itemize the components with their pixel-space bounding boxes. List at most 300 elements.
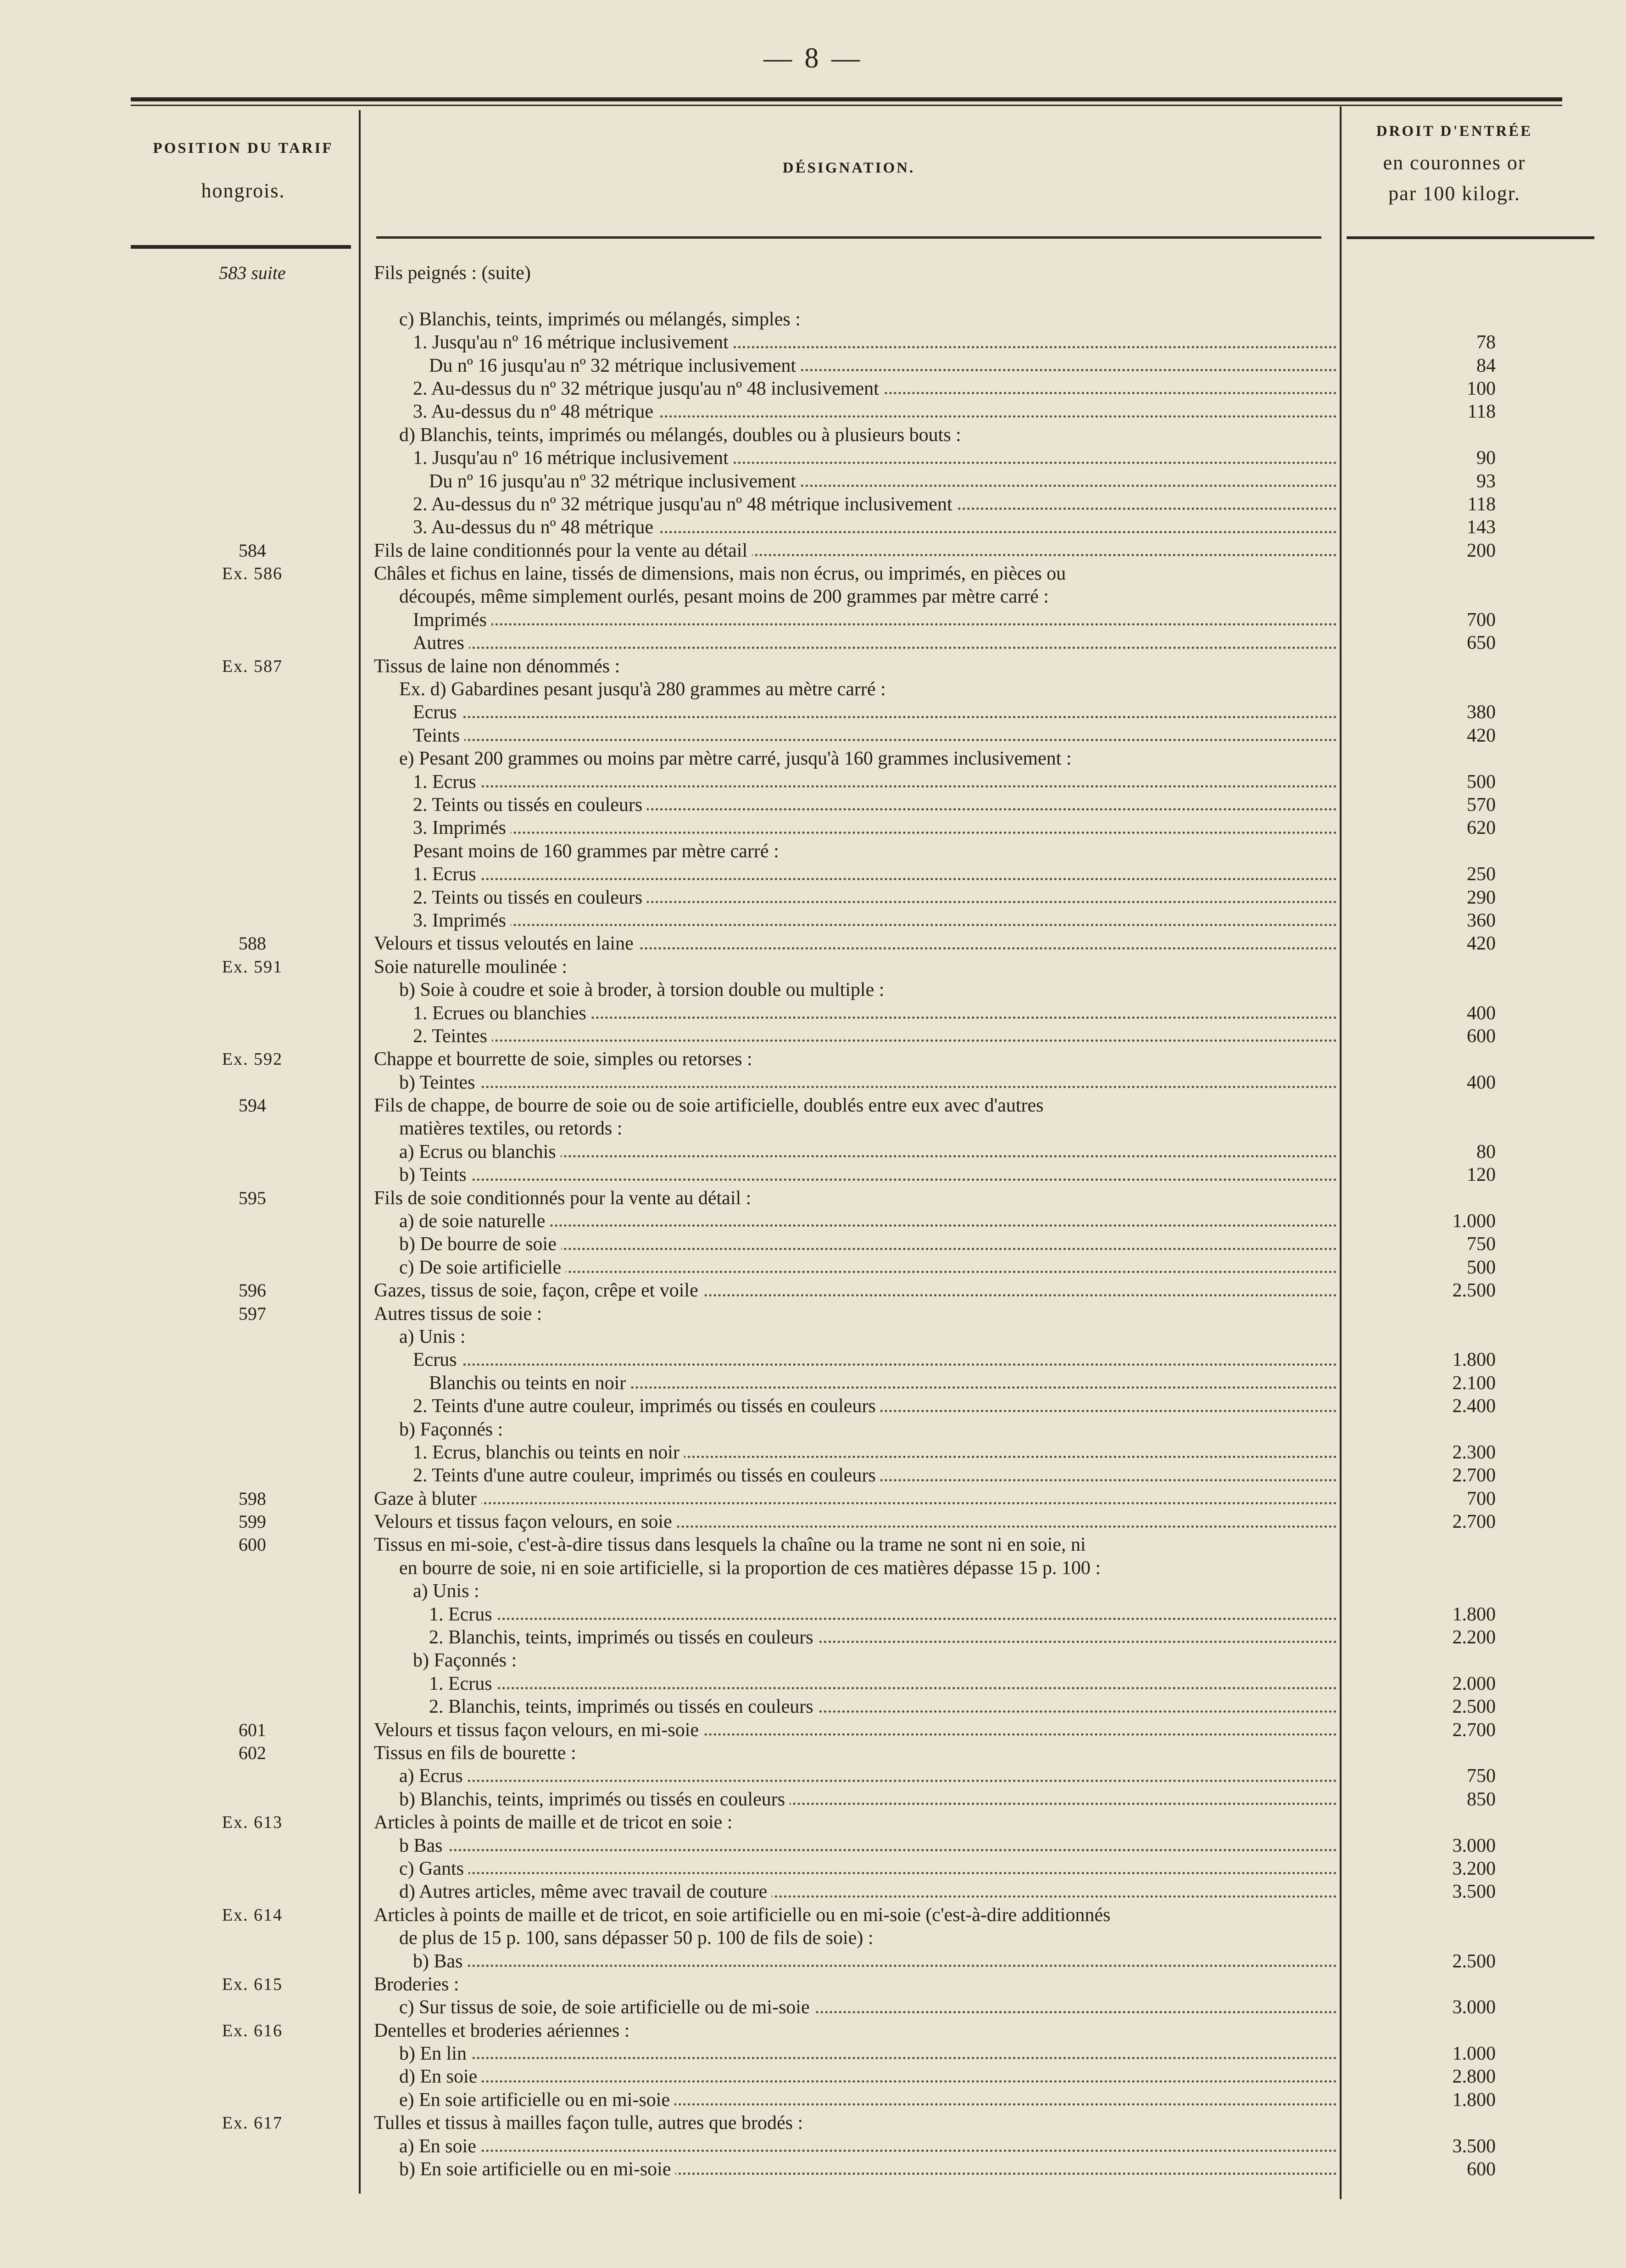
- designation-cell: [413, 840, 1337, 863]
- dot-leader: [413, 924, 1337, 926]
- designation-cell: [399, 978, 1337, 1001]
- designation-cell: [399, 1788, 1337, 1811]
- designation-cell: [429, 354, 1337, 377]
- page-number: — 8 —: [763, 43, 863, 74]
- designation-cell: [429, 1626, 1337, 1649]
- duty-rate: 360: [1467, 910, 1496, 931]
- designation-text: c) Gants: [399, 1858, 468, 1879]
- designation-cell: [413, 377, 1337, 400]
- duty-rate: 650: [1467, 632, 1496, 654]
- duty-rate: 143: [1467, 517, 1496, 538]
- table-row: [0, 1580, 1626, 1603]
- designation-text: a) Unis :: [399, 1326, 470, 1347]
- duty-rate: 2.000: [1452, 1673, 1496, 1694]
- designation-cell: [399, 1325, 1337, 1348]
- designation-text: e) En soie artificielle ou en mi-soie: [399, 2089, 674, 2111]
- designation-text: e) Pesant 200 grammes ou moins par mètre carré, jusqu'à 160 grammes inclusivement :: [399, 748, 1076, 769]
- table-row: [0, 1649, 1626, 1672]
- designation-cell: [399, 308, 1337, 331]
- designation-cell: [399, 1256, 1337, 1279]
- duty-rate: 3.500: [1452, 1881, 1496, 1903]
- designation-text: 2. Teints d'une autre couleur, imprimés ou tissés en couleurs: [413, 1465, 880, 1486]
- designation-text: Autres tissus de soie :: [374, 1303, 546, 1324]
- tariff-position: 599: [239, 1511, 266, 1532]
- table-row: [0, 1348, 1626, 1371]
- designation-text: 2. Teints ou tissés en couleurs: [413, 887, 647, 908]
- tariff-table: [0, 262, 1626, 2181]
- table-row: [0, 1510, 1626, 1533]
- duty-rate: 1.800: [1452, 2089, 1496, 2111]
- dot-leader: [413, 716, 1337, 718]
- designation-cell: [374, 1302, 1337, 1325]
- duty-rate: 93: [1476, 470, 1496, 492]
- dot-leader: [413, 739, 1337, 741]
- designation-cell: [374, 1973, 1337, 1996]
- designation-text: 1. Jusqu'au nº 16 métrique inclusivement: [413, 332, 733, 353]
- duty-rate: 2.800: [1452, 2066, 1496, 2088]
- table-row: [0, 678, 1626, 701]
- dot-leader: [413, 1039, 1337, 1042]
- designation-text: Du nº 16 jusqu'au nº 32 métrique inclusivement: [429, 355, 801, 376]
- designation-cell: [374, 1719, 1337, 1742]
- designation-cell: [413, 1025, 1337, 1048]
- designation-text: Velours et tissus façon velours, en soie: [374, 1511, 677, 1532]
- designation-cell: [399, 1233, 1337, 1256]
- designation-text: d) Blanchis, teints, imprimés ou mélangés, doubles ou à plusieurs bouts :: [399, 425, 966, 446]
- table-row: [0, 1557, 1626, 1580]
- designation-cell: [374, 655, 1337, 678]
- table-row: [0, 1418, 1626, 1441]
- table-row: [0, 978, 1626, 1001]
- designation-cell: [413, 493, 1337, 516]
- table-row: [0, 562, 1626, 585]
- duty-rate: 2.300: [1452, 1441, 1496, 1463]
- designation-text: 2. Au-dessus du nº 32 métrique jusqu'au nº 48 métrique inclusivement: [413, 494, 957, 515]
- designation-text: 2. Teints ou tissés en couleurs: [413, 794, 647, 816]
- designation-cell: [399, 1557, 1337, 1580]
- table-row: [0, 2135, 1626, 2158]
- designation-cell: [399, 2065, 1337, 2088]
- table-row: [0, 771, 1626, 793]
- duty-rate: 2.400: [1452, 1396, 1496, 1417]
- duty-rate: 2.200: [1452, 1627, 1496, 1648]
- designation-text: b) Teintes: [399, 1072, 479, 1093]
- designation-text: de plus de 15 p. 100, sans dépasser 50 p. 100 de fils de soie) :: [399, 1927, 878, 1949]
- dot-leader: [413, 785, 1337, 788]
- designation-cell: [399, 678, 1337, 701]
- duty-rate: 620: [1467, 817, 1496, 839]
- designation-text: Chappe et bourrette de soie, simples ou retorses :: [374, 1049, 757, 1070]
- duty-rate: 750: [1467, 1234, 1496, 1255]
- table-row: [0, 377, 1626, 400]
- duty-rate: 118: [1467, 401, 1496, 423]
- designation-text: a) En soie: [399, 2136, 481, 2157]
- designation-cell: [413, 447, 1337, 469]
- tariff-position: Ex. 592: [222, 1050, 283, 1069]
- designation-text: Ex. d) Gabardines pesant jusqu'à 280 grammes au mètre carré :: [399, 679, 891, 700]
- duty-rate: 290: [1467, 887, 1496, 908]
- table-row: [0, 1464, 1626, 1487]
- designation-cell: [429, 470, 1337, 493]
- table-row: [0, 1210, 1626, 1233]
- designation-text: 2. Blanchis, teints, imprimés ou tissés en couleurs: [429, 1627, 818, 1648]
- table-row: [0, 1765, 1626, 1788]
- designation-text: Gazes, tissus de soie, façon, crêpe et voile: [374, 1280, 703, 1301]
- designation-text: Tissus de laine non dénommés :: [374, 656, 624, 677]
- table-row: [0, 631, 1626, 654]
- table-row: [0, 955, 1626, 978]
- tariff-position: 601: [239, 1719, 266, 1740]
- designation-text: 2. Teints d'une autre couleur, imprimés ou tissés en couleurs: [413, 1396, 880, 1417]
- designation-cell: [413, 1348, 1337, 1371]
- table-row: [0, 1487, 1626, 1510]
- duty-rate: 84: [1476, 355, 1496, 376]
- designation-cell: [413, 724, 1337, 747]
- designation-text: 3. Imprimés: [413, 910, 511, 931]
- designation-text: b Bas: [399, 1835, 447, 1856]
- dot-leader: [429, 1618, 1337, 1620]
- designation-cell: [413, 631, 1337, 654]
- designation-text: 1. Ecrus, blanchis ou teints en noir: [413, 1442, 684, 1463]
- designation-cell: [413, 1002, 1337, 1025]
- table-row: [0, 1927, 1626, 1950]
- duty-rate: 1.000: [1452, 2043, 1496, 2065]
- designation-text: Châles et fichus en laine, tissés de dimensions, mais non écrus, ou imprimés, en pièces ou: [374, 563, 1070, 584]
- table-row: [0, 1950, 1626, 1973]
- designation-text: Fils de chappe, de bourre de soie ou de soie artificielle, doublés entre eux avec d'autres: [374, 1095, 1048, 1116]
- tariff-position: 600: [239, 1534, 266, 1555]
- designation-cell: [399, 1857, 1337, 1880]
- table-row: [0, 886, 1626, 909]
- designation-cell: [374, 1742, 1337, 1765]
- table-row: [0, 1117, 1626, 1140]
- header-duty-unit-2: par 100 kilogr.: [1388, 182, 1520, 205]
- designation-text: Tissus en fils de bourette :: [374, 1743, 581, 1764]
- designation-text: Imprimés: [413, 609, 491, 631]
- designation-cell: [413, 863, 1337, 886]
- tariff-position: Ex. 591: [222, 957, 283, 977]
- designation-cell: [399, 1996, 1337, 2019]
- header-position-label: POSITION DU TARIF: [153, 140, 334, 156]
- table-row: [0, 585, 1626, 608]
- designation-text: Soie naturelle moulinée :: [374, 956, 572, 978]
- designation-text: d) En soie: [399, 2066, 482, 2087]
- duty-rate: 3.500: [1452, 2135, 1496, 2157]
- duty-rate: 78: [1476, 332, 1496, 353]
- tariff-position: Ex. 613: [222, 1813, 283, 1832]
- designation-text: 3. Au-dessus du nº 48 métrique: [413, 401, 658, 422]
- duty-rate: 420: [1467, 725, 1496, 746]
- designation-cell: [399, 1140, 1337, 1163]
- designation-cell: [413, 909, 1337, 932]
- duty-rate: 1.800: [1452, 1603, 1496, 1625]
- duty-rate: 380: [1467, 702, 1496, 723]
- dot-leader: [399, 1780, 1337, 1782]
- table-row: [0, 1279, 1626, 1302]
- top-thin-rule: [131, 105, 1562, 106]
- designation-cell: [374, 2112, 1337, 2134]
- table-row: [0, 447, 1626, 469]
- designation-text: b) Teints: [399, 1164, 471, 1185]
- designation-cell: [399, 1765, 1337, 1788]
- table-row: [0, 2019, 1626, 2042]
- dot-leader: [413, 1363, 1337, 1366]
- designation-cell: [429, 1672, 1337, 1695]
- table-row: [0, 932, 1626, 955]
- duty-rate: 500: [1467, 771, 1496, 793]
- designation-cell: [413, 1950, 1337, 1973]
- table-row: [0, 1395, 1626, 1418]
- designation-text: 3. Imprimés: [413, 817, 511, 838]
- table-row: [0, 2065, 1626, 2088]
- table-row: [0, 1025, 1626, 1048]
- designation-text: 1. Ecrues ou blanchies: [413, 1003, 591, 1024]
- designation-cell: [374, 1094, 1337, 1117]
- designation-text: Teints: [413, 725, 464, 746]
- designation-cell: [374, 1510, 1337, 1533]
- dot-leader: [374, 1502, 1337, 1504]
- tariff-position: 588: [239, 933, 266, 954]
- designation-text: Articles à points de maille et de tricot en soie :: [374, 1812, 737, 1833]
- designation-cell: [374, 562, 1337, 585]
- duty-rate: 2.500: [1452, 1696, 1496, 1718]
- header-duty-unit-1: en couronnes or: [1383, 151, 1526, 174]
- table-row: [0, 493, 1626, 516]
- designation-text: Ecrus: [413, 702, 462, 723]
- designation-text: Dentelles et broderies aériennes :: [374, 2020, 634, 2041]
- designation-cell: [374, 539, 1337, 562]
- table-row: [0, 516, 1626, 539]
- tariff-position: 594: [239, 1095, 266, 1116]
- table-row: [0, 1187, 1626, 1210]
- duty-rate: 90: [1476, 447, 1496, 469]
- designation-cell: [374, 262, 1337, 285]
- table-row: [0, 1233, 1626, 1256]
- duty-rate: 120: [1467, 1164, 1496, 1186]
- designation-cell: [399, 2089, 1337, 2112]
- designation-text: Fils peignés : (suite): [374, 263, 535, 284]
- table-row: [0, 308, 1626, 331]
- tariff-position: 583 suite: [219, 263, 286, 283]
- designation-cell: [413, 1649, 1337, 1672]
- header-rule-position: [131, 245, 351, 249]
- table-row: [0, 1533, 1626, 1556]
- designation-text: b) Soie à coudre et soie à broder, à torsion double ou multiple :: [399, 979, 889, 1000]
- designation-text: 1. Jusqu'au nº 16 métrique inclusivement: [413, 447, 733, 469]
- header-rule-duty: [1347, 236, 1594, 239]
- table-row: [0, 262, 1626, 285]
- designation-cell: [413, 1441, 1337, 1464]
- duty-rate: 700: [1467, 609, 1496, 631]
- dot-leader: [413, 832, 1337, 834]
- tariff-position: 602: [239, 1743, 266, 1763]
- designation-text: Velours et tissus façon velours, en mi-soie: [374, 1720, 703, 1741]
- table-row: [0, 1163, 1626, 1186]
- dot-leader: [399, 2150, 1337, 2152]
- tariff-position: 595: [239, 1187, 266, 1208]
- table-row: [0, 1372, 1626, 1395]
- dot-leader: [399, 1086, 1337, 1088]
- duty-rate: 3.000: [1452, 1997, 1496, 2018]
- table-row: [0, 1880, 1626, 1903]
- table-row: [0, 285, 1626, 307]
- table-row: [0, 2158, 1626, 2181]
- designation-text: [374, 285, 379, 307]
- designation-text: Velours et tissus veloutés en laine: [374, 933, 638, 954]
- designation-cell: [429, 1603, 1337, 1626]
- designation-cell: [374, 1048, 1337, 1071]
- table-row: [0, 655, 1626, 678]
- duty-rate: 2.500: [1452, 1950, 1496, 1972]
- designation-text: b) En soie artificielle ou en mi-soie: [399, 2159, 675, 2180]
- dot-leader: [413, 1965, 1337, 1967]
- designation-cell: [399, 1927, 1337, 1950]
- designation-cell: [429, 1695, 1337, 1718]
- table-row: [0, 1788, 1626, 1811]
- table-row: [0, 1302, 1626, 1325]
- designation-cell: [374, 1279, 1337, 1302]
- designation-text: 2. Teintes: [413, 1026, 492, 1047]
- dot-leader: [399, 2080, 1337, 2083]
- table-row: [0, 1626, 1626, 1649]
- table-row: [0, 400, 1626, 423]
- designation-cell: [413, 609, 1337, 631]
- designation-text: Ecrus: [413, 1349, 462, 1370]
- duty-rate: 850: [1467, 1788, 1496, 1810]
- duty-rate: 100: [1467, 378, 1496, 399]
- designation-cell: [413, 701, 1337, 724]
- dot-leader: [413, 647, 1337, 649]
- duty-rate: 3.200: [1452, 1858, 1496, 1879]
- designation-text: matières textiles, ou retords :: [399, 1118, 627, 1139]
- table-row: [0, 331, 1626, 354]
- designation-cell: [399, 1418, 1337, 1441]
- designation-cell: [399, 1210, 1337, 1233]
- designation-text: a) Unis :: [413, 1581, 484, 1602]
- designation-cell: [374, 1187, 1337, 1210]
- designation-text: Broderies :: [374, 1974, 463, 1995]
- tariff-position: 598: [239, 1488, 266, 1509]
- designation-text: a) Ecrus: [399, 1765, 468, 1787]
- designation-cell: [374, 285, 1337, 307]
- table-row: [0, 2112, 1626, 2134]
- duty-rate: 2.100: [1452, 1372, 1496, 1394]
- designation-text: Articles à points de maille et de tricot, en soie artificielle ou en mi-soie (c'est-à-dire additionnés: [374, 1905, 1115, 1926]
- table-row: [0, 470, 1626, 493]
- dot-leader: [413, 878, 1337, 880]
- designation-text: 1. Ecrus: [429, 1673, 497, 1694]
- designation-cell: [399, 1117, 1337, 1140]
- designation-text: b) En lin: [399, 2043, 471, 2064]
- duty-rate: 250: [1467, 864, 1496, 885]
- table-row: [0, 793, 1626, 816]
- designation-text: en bourre de soie, ni en soie artificielle, si la proportion de ces matières dépasse 15 p. 100 :: [399, 1558, 1105, 1579]
- table-row: [0, 816, 1626, 839]
- duty-rate: 2.700: [1452, 1719, 1496, 1741]
- designation-cell: [399, 424, 1337, 447]
- duty-rate: 3.000: [1452, 1835, 1496, 1856]
- designation-text: a) Ecrus ou blanchis: [399, 1141, 561, 1162]
- designation-text: Tissus en mi-soie, c'est-à-dire tissus dans lesquels la chaîne ou la trame ne sont ni en soie, ni: [374, 1534, 1091, 1555]
- table-row: [0, 1857, 1626, 1880]
- dot-leader: [399, 2057, 1337, 2059]
- table-row: [0, 1094, 1626, 1117]
- designation-text: c) De soie artificielle: [399, 1257, 566, 1278]
- duty-rate: 500: [1467, 1257, 1496, 1278]
- table-row: [0, 909, 1626, 932]
- table-row: [0, 1256, 1626, 1279]
- duty-rate: 200: [1467, 540, 1496, 561]
- tariff-position: Ex. 615: [222, 1974, 283, 1994]
- designation-text: 1. Ecrus: [413, 771, 481, 793]
- designation-cell: [374, 2019, 1337, 2042]
- table-row: [0, 1140, 1626, 1163]
- dot-leader: [413, 623, 1337, 626]
- top-double-rule: [131, 97, 1562, 101]
- table-row: [0, 1071, 1626, 1094]
- designation-text: b) Façonnés :: [399, 1419, 507, 1440]
- duty-rate: 1.000: [1452, 1211, 1496, 1232]
- table-row: [0, 424, 1626, 447]
- designation-text: 1. Ecrus: [429, 1604, 497, 1625]
- designation-cell: [429, 1372, 1337, 1395]
- duty-rate: 2.700: [1452, 1511, 1496, 1533]
- designation-cell: [413, 793, 1337, 816]
- table-row: [0, 1048, 1626, 1071]
- designation-cell: [413, 816, 1337, 839]
- tariff-position: 596: [239, 1280, 266, 1301]
- designation-text: 1. Ecrus: [413, 864, 481, 885]
- table-row: [0, 724, 1626, 747]
- designation-text: Pesant moins de 160 grammes par mètre carré :: [413, 841, 784, 862]
- designation-text: Autres: [413, 632, 469, 654]
- duty-rate: 420: [1467, 933, 1496, 955]
- table-row: [0, 1904, 1626, 1927]
- duty-rate: 2.500: [1452, 1280, 1496, 1302]
- designation-text: Tulles et tissus à mailles façon tulle, autres que brodés :: [374, 2112, 807, 2134]
- designation-text: 3. Au-dessus du nº 48 métrique: [413, 517, 658, 538]
- dot-leader: [429, 1687, 1337, 1689]
- tariff-position: Ex. 587: [222, 656, 283, 676]
- table-row: [0, 1325, 1626, 1348]
- designation-cell: [413, 516, 1337, 539]
- duty-rate: 600: [1467, 1025, 1496, 1047]
- designation-cell: [374, 955, 1337, 978]
- designation-cell: [399, 1834, 1337, 1857]
- table-row: [0, 863, 1626, 886]
- table-row: [0, 747, 1626, 770]
- dot-leader: [399, 1872, 1337, 1874]
- designation-cell: [399, 2158, 1337, 2181]
- designation-cell: [374, 932, 1337, 955]
- duty-rate: 400: [1467, 1002, 1496, 1024]
- duty-rate: 400: [1467, 1072, 1496, 1093]
- designation-text: d) Autres articles, même avec travail de couture: [399, 1881, 772, 1902]
- designation-cell: [399, 747, 1337, 770]
- duty-rate: 700: [1467, 1488, 1496, 1509]
- designation-cell: [399, 1163, 1337, 1186]
- designation-cell: [399, 585, 1337, 608]
- designation-cell: [399, 2042, 1337, 2065]
- header-duty-column: [1347, 123, 1562, 205]
- designation-text: b) Bas: [413, 1951, 468, 1972]
- designation-text: Fils de laine conditionnés pour la vente au détail: [374, 540, 752, 561]
- duty-rate: 1.800: [1452, 1349, 1496, 1371]
- table-row: [0, 1441, 1626, 1464]
- designation-cell: [374, 1487, 1337, 1510]
- designation-cell: [413, 771, 1337, 793]
- designation-text: b) De bourre de soie: [399, 1234, 561, 1255]
